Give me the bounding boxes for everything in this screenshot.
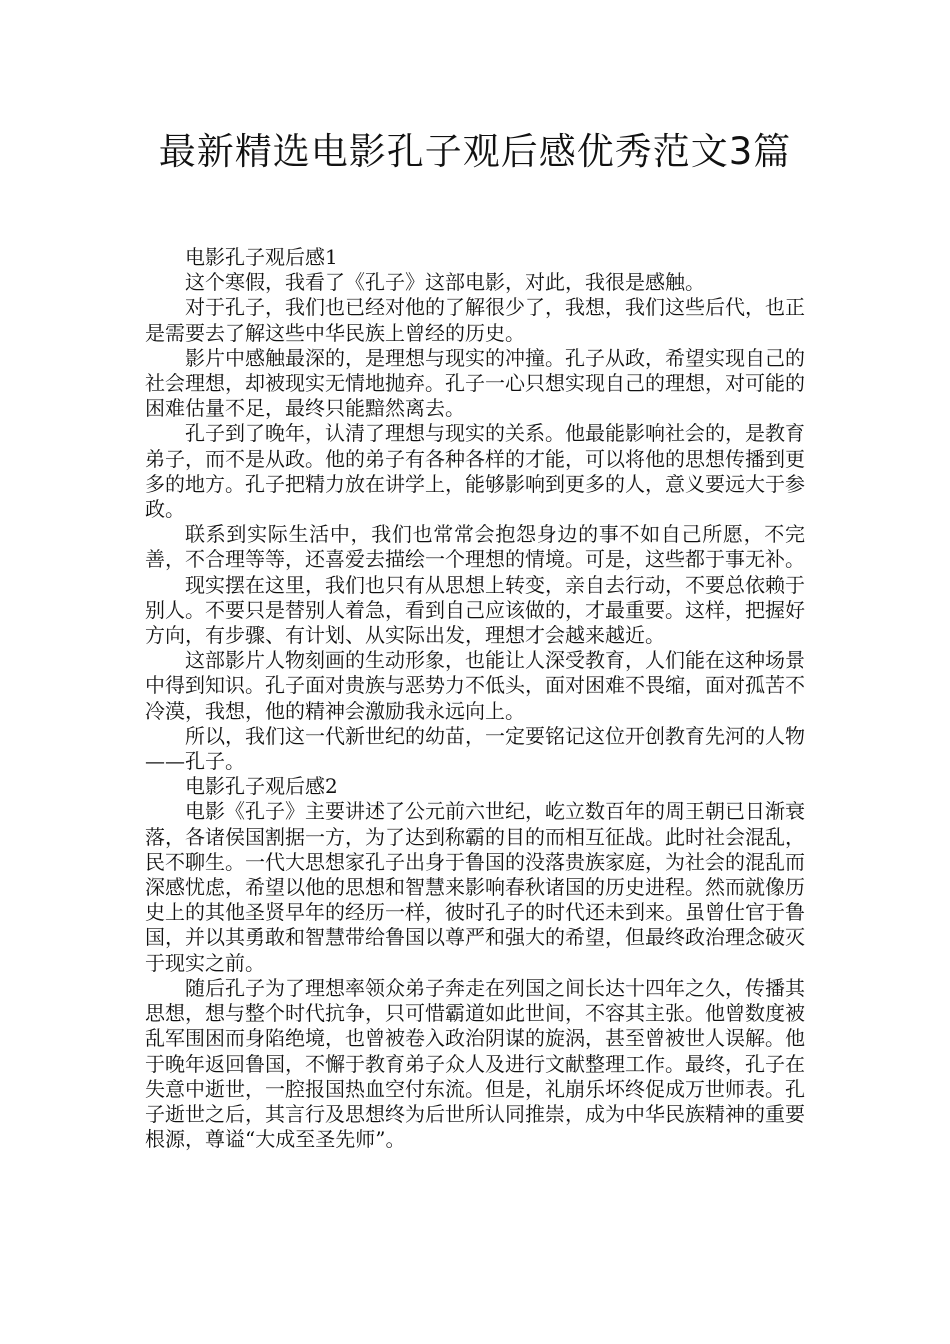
paragraph: 这部影片人物刻画的生动形象，也能让人深受教育，人们能在这种场景中得到知识。孔子面对贵族与恶势力不低头，面对困难不畏缩，面对孤苦不冷漠，我想，他的精神会激励我永远向上。: [145, 648, 805, 723]
section-heading: 电影孔子观后感1: [185, 245, 338, 269]
paragraph: 所以，我们这一代新世纪的幼苗，一定要铭记这位开创教育先河的人物——孔子。: [145, 723, 805, 774]
section-heading: 电影孔子观后感2: [185, 774, 338, 799]
paragraph: 影片中感触最深的，是理想与现实的冲撞。孔子从政，希望实现自己的社会理想，却被现实无情地抛弃。孔子一心只想实现自己的理想，对可能的困难估量不足，最终只能黯然离去。: [145, 345, 805, 421]
paragraph: 现实摆在这里，我们也只有从思想上转变，亲自去行动，不要总依赖于别人。不要只是替别人着急，看到自己应该做的，才最重要。这样，把握好方向，有步骤、有计划、从实际出发，理想才会越来越近。: [145, 572, 805, 648]
section-2: [145, 774, 805, 1152]
document-body: [145, 245, 805, 1152]
paragraph: 联系到实际生活中，我们也常常会抱怨身边的事不如自己所愿，不完善，不合理等等，还喜爱去描绘一个理想的情境。可是，这些都于事无补。: [145, 522, 805, 572]
paragraph: 随后孔子为了理想率领众弟子奔走在列国之间长达十四年之久，传播其思想，想与整个时代抗争，只可惜霸道如此世间，不容其主张。他曾数度被乱军围困而身陷绝境，也曾被卷入政治阴谋的旋涡，甚至曾被世人误解。他于晚年返回鲁国，不懈于教育弟子众人及进行文献整理工作。最终，孔子在失意中逝世，一腔报国热血空付东流。但是，礼崩乐坏终促成万世师表。孔子逝世之后，其言行及思想终为后世所认同推崇，成为中华民族精神的重要根源，尊谥“大成至圣先师”。: [145, 975, 805, 1152]
paragraph: 电影《孔子》主要讲述了公元前六世纪，屹立数百年的周王朝已日渐衰落，各诸侯国割据一方，为了达到称霸的目的而相互征战。此时社会混乱，民不聊生。一代大思想家孔子出身于鲁国的没落贵族家庭，为社会的混乱而深感忧虑，希望以他的思想和智慧来影响春秋诸国的历史进程。然而就像历史上的其他圣贤早年的经历一样，彼时孔子的时代还未到来。虽曾仕官于鲁国，并以其勇敢和智慧带给鲁国以尊严和强大的希望，但最终政治理念破灭于现实之前。: [145, 799, 805, 975]
paragraph: 这个寒假，我看了《孔子》这部电影，对此，我很是感触。: [185, 270, 705, 295]
paragraph: 对于孔子，我们也已经对他的了解很少了，我想，我们这些后代，也正是需要去了解这些中华民族上曾经的历史。: [145, 295, 805, 345]
section-1: [145, 245, 805, 774]
paragraph: 孔子到了晚年，认清了理想与现实的关系。他最能影响社会的，是教育弟子，而不是从政。他的弟子有各种各样的才能，可以将他的思想传播到更多的地方。孔子把精力放在讲学上，能够影响到更多的人，意义要远大于参政。: [145, 421, 805, 522]
document-title: 最新精选电影孔子观后感优秀范文3篇: [158, 130, 792, 173]
